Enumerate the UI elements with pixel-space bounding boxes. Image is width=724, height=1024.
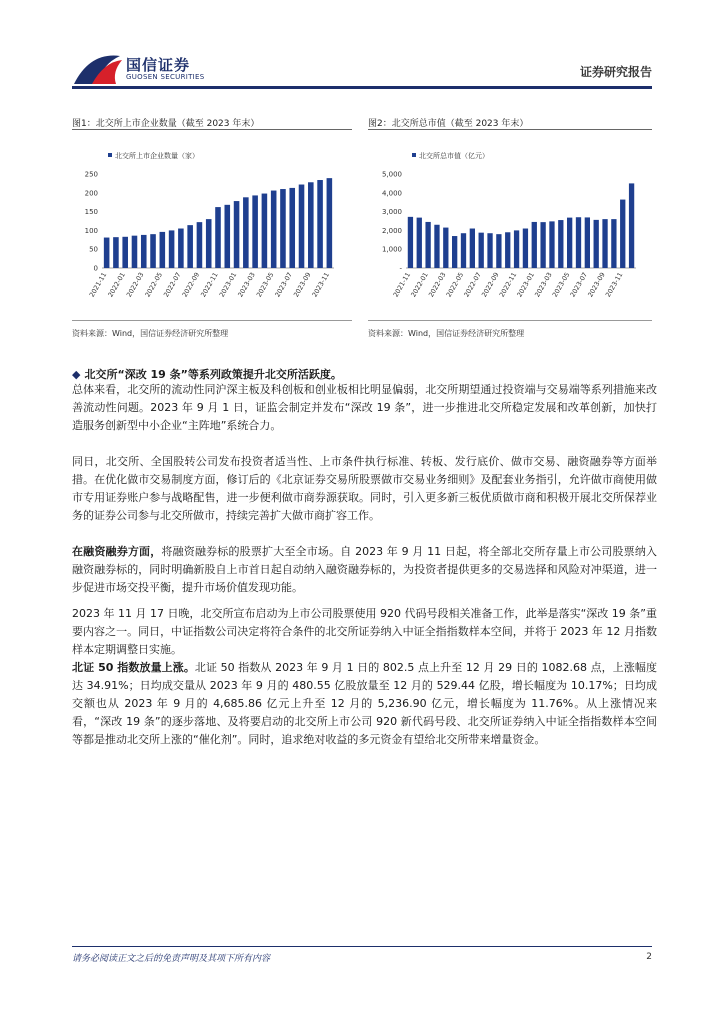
- y-tick-label: 150: [84, 208, 98, 217]
- paragraph-3-lead: 在融资融券方面，: [72, 545, 162, 558]
- bar: [243, 197, 249, 268]
- diamond-bullet-icon: ◆: [72, 368, 81, 381]
- y-tick-label: -: [399, 264, 402, 273]
- x-tick-label: 2022-07: [162, 271, 183, 299]
- x-tick-label: 2022-11: [497, 271, 519, 299]
- bar: [132, 236, 138, 268]
- bar: [215, 207, 221, 268]
- bar: [141, 235, 147, 268]
- fig1-title: 图1：北交所上市企业数量（截至 2023 年末）: [72, 119, 260, 129]
- bar: [122, 237, 128, 268]
- paragraph-2: 同日，北交所、全国股转公司发布投资者适当性、上市条件执行标准、转板、发行底价、做市交易、融资融券等方面举措。在优化做市交易制度方面，修订后的《北京证券交易所股票做市交易业务细则》及配套业务指引，允许做市商使用做市专用证券账户参与战略配售，进一步便利做市商券源获取。同时，引入更多新三板优质做市商和积极开展北交所保荐业务的证券公司参与北交所做市，持续完善扩大做市商扩容工作。: [72, 455, 657, 522]
- header-rule: [72, 86, 652, 89]
- bar: [479, 233, 484, 268]
- footer-disclaimer: 请务必阅读正文之后的免责声明及其项下所有内容: [72, 954, 271, 964]
- bar: [594, 220, 599, 268]
- paragraph-3-text: 将融资融券标的股票扩大至全市场。自 2023 年 9 月 11 日起，将全部北交所存量上市公司股票纳入融资融券标的，同时明确新股自上市首日起自动纳入融资融券标的，为投资者提供更多的交易选择和风险对冲渠道，进一步促进市场交投平衡，提升市场价值发现功能。: [72, 545, 658, 594]
- footer-rule: [72, 946, 652, 947]
- y-tick-label: 2,000: [381, 226, 402, 235]
- x-tick-label: 2023-01: [515, 271, 537, 299]
- bar: [487, 233, 492, 268]
- bar: [549, 221, 554, 268]
- bar: [206, 219, 212, 268]
- logo-text-en: GUOSEN SECURITIES: [126, 73, 205, 81]
- x-tick-label: 2023-11: [603, 271, 625, 299]
- fig1-bottom-rule: [72, 320, 352, 321]
- fig1-source: 资料来源：Wind，国信证券经济研究所整理: [72, 329, 229, 338]
- x-tick-label: 2021-11: [391, 271, 413, 299]
- logo-text-cn: 国信证券: [126, 56, 191, 74]
- paragraph-5-text: 北证 50 指数从 2023 年 9 月 1 日的 802.5 点上升至 12 月 29 日的 1082.68 点，上涨幅度达 34.91%；日均成交量从 2023 年 9 月的 480.55 亿股放量至 12 月的 529.44 亿股，增长幅度为 10.17%；日均成交额也从 2023 年 9 月的 4,685.86 亿元上升至 12 月的 5,236.90 亿元，增长幅度为 11.76%。从上涨情况来看，“深改 19 条”的逐步落地、及将要启动的北交所上市公司 920 新代码号段、北交所证券纳入中证全指指数样本空间等都是推动北交所上涨的“催化剂”。同时，追求绝对收益的多元资金有望给北交所带来增量资金。: [72, 661, 658, 746]
- paragraph-3: [72, 543, 657, 597]
- x-tick-label: 2023-09: [292, 271, 313, 299]
- x-tick-label: 2023-11: [310, 271, 332, 299]
- bar: [434, 225, 439, 268]
- bar: [540, 222, 545, 268]
- bar: [299, 185, 305, 268]
- y-tick-label: 0: [93, 264, 98, 273]
- page-number: 2: [646, 952, 652, 962]
- fig2-source: 资料来源：Wind，国信证券经济研究所整理: [368, 329, 525, 338]
- x-tick-label: 2022-03: [427, 271, 448, 299]
- y-tick-label: 100: [84, 226, 98, 235]
- y-tick-label: 3,000: [381, 208, 402, 217]
- bar: [523, 229, 528, 268]
- bar: [271, 191, 277, 268]
- bar: [178, 229, 184, 268]
- bar: [585, 217, 590, 268]
- bar: [443, 228, 448, 268]
- y-tick-label: 50: [89, 245, 98, 254]
- paragraph-1: 总体来看，北交所的流动性同沪深主板及科创板和创业板相比明显偏弱，北交所期望通过投资端与交易端等系列措施来改善流动性问题。2023 年 9 月 1 日，证监会制定并发布“深改 19 条”，进一步推进北交所稳定发展和改革创新，加快打造服务创新型中小企业“主阵地”系统合力。: [72, 383, 657, 432]
- bar: [160, 232, 166, 268]
- x-tick-label: 2023-03: [236, 271, 257, 299]
- x-tick-label: 2022-11: [199, 271, 220, 299]
- x-tick-label: 2023-01: [217, 271, 239, 299]
- bar: [169, 230, 175, 268]
- bar: [317, 180, 323, 268]
- legend-swatch: [108, 153, 112, 157]
- bar: [567, 218, 572, 268]
- bar: [150, 234, 156, 268]
- y-tick-label: 5,000: [381, 170, 402, 179]
- paragraph-4: 2023 年 11 月 17 日晚，北交所宣布启动为上市公司股票使用 920 代码号段相关准备工作，此举是落实“深改 19 条”重要内容之一。同日，中证指数公司决定将符合条件的北交所证券纳入中证全指指数样本空间，并将于 2023 年 12 月指数样本定期调整日实施。: [72, 607, 657, 656]
- bar: [289, 188, 295, 268]
- bar: [452, 236, 457, 268]
- bar: [620, 200, 625, 268]
- x-tick-label: 2022-01: [106, 271, 127, 299]
- section-heading-text: 北交所“深改 19 条”等系列政策提升北交所活跃度。: [84, 368, 342, 381]
- bar: [558, 220, 563, 268]
- x-tick-label: 2023-07: [568, 271, 590, 299]
- x-tick-label: 2023-03: [533, 271, 554, 299]
- bar: [425, 222, 430, 268]
- bar: [197, 222, 203, 268]
- paragraph-5-lead: 北证 50 指数放量上涨。: [72, 661, 195, 674]
- x-tick-label: 2022-05: [444, 271, 466, 299]
- fig2-title: 图2：北交所总市值（截至 2023 年末）: [368, 119, 529, 129]
- y-tick-label: 1,000: [381, 245, 402, 254]
- bar: [505, 232, 510, 268]
- bar: [280, 189, 286, 268]
- y-tick-label: 4,000: [381, 189, 402, 198]
- bar: [602, 219, 607, 268]
- paragraph-5: [72, 659, 657, 749]
- bar: [496, 234, 501, 268]
- bar: [629, 183, 634, 268]
- y-tick-label: 250: [84, 170, 98, 179]
- legend-swatch: [412, 153, 416, 157]
- bar: [532, 222, 537, 268]
- bar: [514, 230, 519, 268]
- bar: [611, 219, 616, 268]
- bar: [408, 217, 413, 268]
- document-type: 证券研究报告: [579, 65, 652, 79]
- bar: [417, 218, 422, 268]
- bar: [113, 237, 119, 268]
- x-tick-label: 2022-07: [462, 271, 483, 299]
- fig2-chart: [368, 140, 652, 318]
- bar: [327, 178, 333, 268]
- x-tick-label: 2022-05: [143, 271, 165, 299]
- x-tick-label: 2022-01: [409, 271, 430, 299]
- fig1-top-rule: [72, 129, 352, 130]
- bar: [461, 233, 466, 268]
- x-tick-label: 2022-09: [480, 271, 501, 299]
- bar: [470, 229, 475, 268]
- bar: [308, 182, 314, 268]
- x-tick-label: 2022-03: [124, 271, 146, 299]
- x-tick-label: 2023-07: [273, 271, 294, 299]
- bar: [252, 195, 258, 268]
- legend-label: 北交所上市企业数量（家）: [115, 152, 199, 160]
- bar: [576, 217, 581, 268]
- bar: [187, 225, 193, 268]
- fig2-top-rule: [368, 129, 652, 130]
- x-tick-label: 2023-05: [254, 271, 276, 299]
- bar: [262, 194, 268, 268]
- bar: [104, 238, 110, 268]
- section-heading: [72, 366, 342, 382]
- x-tick-label: 2021-11: [87, 271, 109, 299]
- fig2-bottom-rule: [368, 320, 652, 321]
- bar: [224, 205, 230, 268]
- x-tick-label: 2022-09: [180, 271, 202, 299]
- fig1-chart: [72, 140, 352, 318]
- legend-label: 北交所总市值（亿元）: [419, 152, 489, 160]
- y-tick-label: 200: [84, 189, 98, 198]
- bar: [234, 201, 240, 268]
- x-tick-label: 2023-09: [586, 271, 607, 299]
- x-tick-label: 2023-05: [550, 271, 572, 299]
